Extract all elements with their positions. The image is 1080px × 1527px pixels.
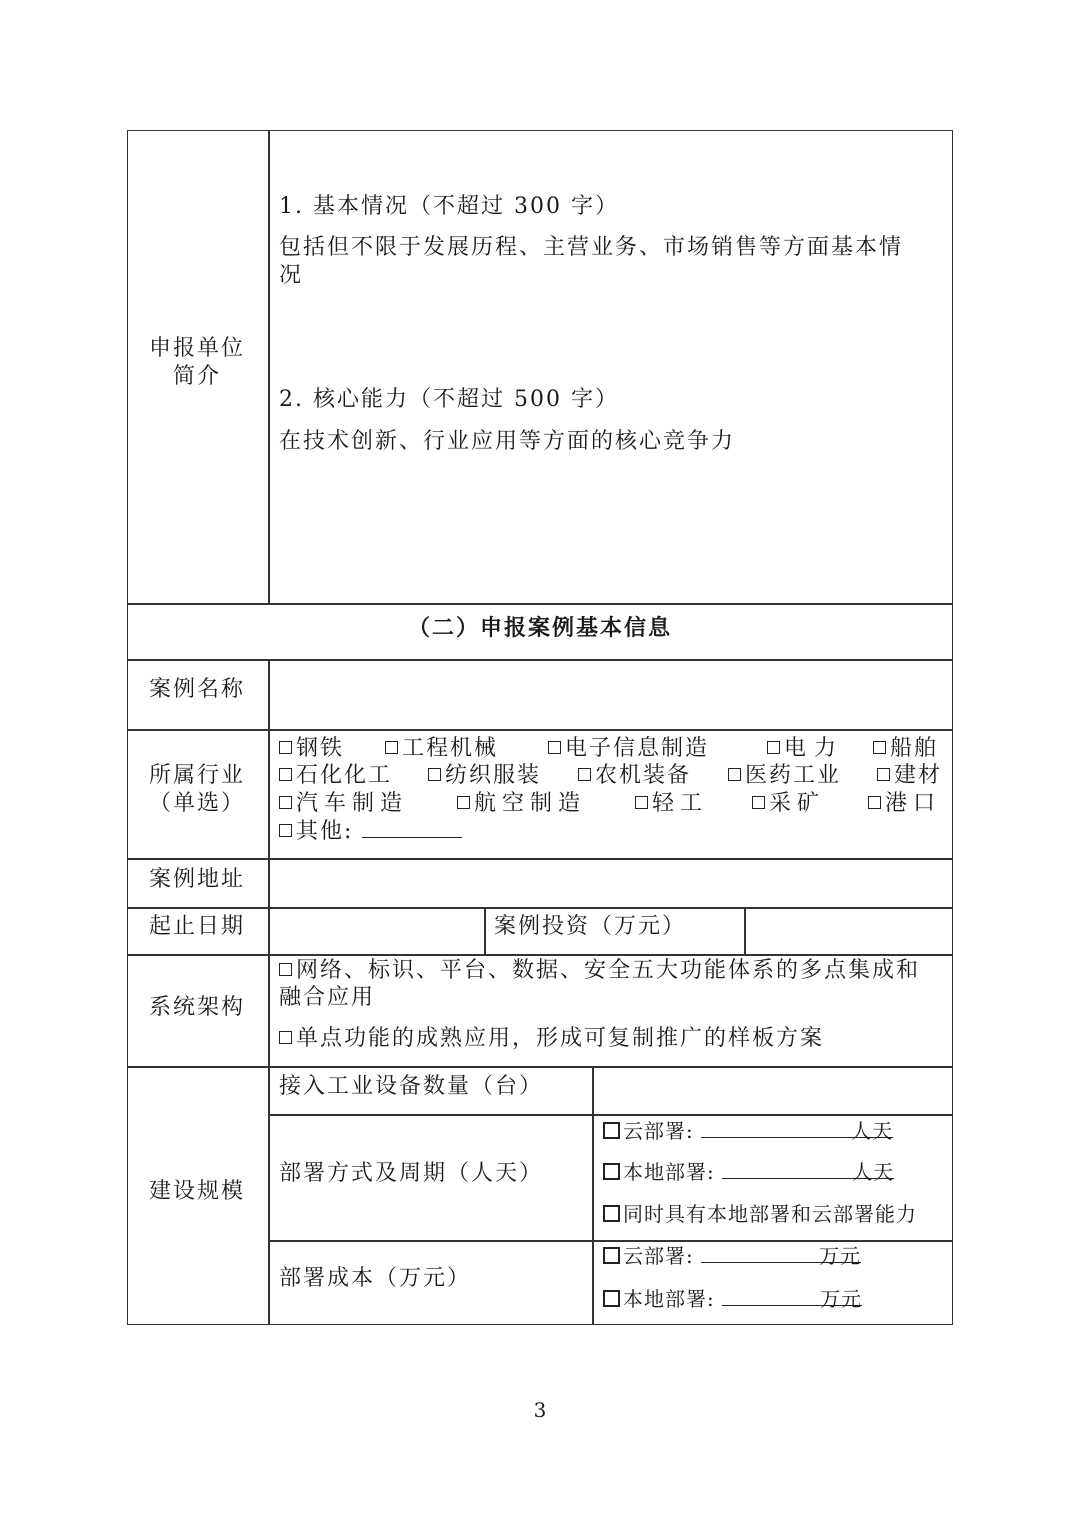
checkbox-icon: [279, 796, 292, 809]
core-ability-title: 2. 核心能力（不超过 500 字）: [279, 387, 619, 412]
industry-option-petrochemical[interactable]: 石化化工: [279, 762, 392, 790]
checkbox-icon: [877, 768, 890, 781]
industry-label-line1: 所属行业: [148, 763, 245, 788]
deploy-cost-cloud[interactable]: 云部署: 万元: [603, 1242, 861, 1270]
deploy-period-local[interactable]: 本地部署: 人天: [603, 1158, 894, 1186]
architecture-option-single-point[interactable]: 单点功能的成熟应用，形成可复制推广的样板方案: [279, 1025, 824, 1053]
basic-info-desc-cont: 况: [279, 263, 304, 288]
checkbox-icon: [428, 768, 441, 781]
basic-info-desc: 包括但不限于发展历程、主营业务、市场销售等方面基本情: [279, 235, 904, 260]
case-address-label: 案例地址: [148, 867, 245, 892]
industry-label: [127, 762, 267, 818]
section-title: （二）申报案例基本信息: [407, 615, 672, 641]
industry-option-aviation[interactable]: 航空制造: [457, 790, 586, 818]
industry-option-textile[interactable]: 纺织服装: [428, 762, 541, 790]
checkbox-icon: [873, 741, 886, 754]
checkbox-icon: [279, 741, 292, 754]
architecture-option-integrated[interactable]: 网络、标识、平台、数据、安全五大功能体系的多点集成和: [279, 957, 920, 985]
industry-label-line2: （单选）: [148, 791, 245, 816]
checkbox-icon: [385, 741, 398, 754]
dates-label: 起止日期: [148, 914, 245, 939]
page-number: 3: [533, 1398, 547, 1422]
checkbox-icon: [279, 963, 292, 976]
investment-field[interactable]: [746, 909, 952, 953]
case-address-field[interactable]: [270, 860, 952, 906]
local-cost-input[interactable]: 万元: [722, 1285, 862, 1306]
devices-label: 接入工业设备数量（台）: [279, 1074, 544, 1099]
checkbox-icon: [752, 796, 765, 809]
deploy-cost-label: 部署成本（万元）: [279, 1266, 472, 1291]
industry-option-mining[interactable]: 采矿: [752, 790, 825, 818]
cloud-days-input[interactable]: 人天: [701, 1117, 893, 1138]
industry-option-building-materials[interactable]: 建材: [877, 762, 942, 790]
table-divider: [127, 729, 953, 731]
industry-option-electronics[interactable]: 电子信息制造: [548, 735, 709, 763]
industry-option-other[interactable]: 其他:: [279, 817, 462, 846]
deploy-period-cloud[interactable]: 云部署: 人天: [603, 1117, 893, 1145]
checkbox-icon: [603, 1290, 620, 1307]
other-industry-input[interactable]: [362, 817, 462, 838]
basic-info-title: 1. 基本情况（不超过 300 字）: [279, 194, 619, 219]
checkbox-icon: [603, 1205, 620, 1222]
dates-field[interactable]: [270, 909, 483, 953]
industry-option-machinery[interactable]: 工程机械: [385, 735, 498, 763]
industry-option-pharma[interactable]: 医药工业: [728, 762, 841, 790]
architecture-option-integrated-cont: 融合应用: [279, 985, 376, 1010]
deploy-cost-local[interactable]: 本地部署: 万元: [603, 1285, 862, 1313]
devices-field[interactable]: [594, 1068, 952, 1113]
checkbox-icon: [728, 768, 741, 781]
checkbox-icon: [868, 796, 881, 809]
checkbox-icon: [457, 796, 470, 809]
intro-label-line2: 简介: [172, 364, 221, 389]
checkbox-icon: [635, 796, 648, 809]
checkbox-icon: [578, 768, 591, 781]
industry-option-agri-machinery[interactable]: 农机装备: [578, 762, 691, 790]
industry-option-steel[interactable]: 钢铁: [279, 735, 344, 763]
investment-label: 案例投资（万元）: [494, 914, 687, 939]
table-divider: [268, 130, 270, 604]
table-divider: [268, 659, 270, 1325]
checkbox-icon: [548, 741, 561, 754]
table-divider: [484, 907, 486, 955]
industry-option-shipbuilding[interactable]: 船舶: [873, 735, 938, 763]
table-divider: [127, 603, 953, 605]
checkbox-icon: [767, 741, 780, 754]
local-days-input[interactable]: 人天: [722, 1158, 894, 1179]
industry-option-port[interactable]: 港口: [868, 790, 941, 818]
architecture-label: 系统架构: [148, 995, 245, 1020]
checkbox-icon: [279, 824, 292, 837]
intro-label-line1: 申报单位: [148, 336, 245, 361]
deploy-period-both[interactable]: 同时具有本地部署和云部署能力: [603, 1200, 917, 1228]
intro-label: [127, 335, 267, 391]
table-divider: [127, 954, 953, 956]
checkbox-icon: [603, 1247, 620, 1264]
checkbox-icon: [603, 1122, 620, 1139]
core-ability-desc: 在技术创新、行业应用等方面的核心竞争力: [279, 429, 736, 454]
industry-option-automotive[interactable]: 汽车制造: [279, 790, 408, 818]
case-name-label: 案例名称: [148, 677, 245, 702]
case-name-field[interactable]: [270, 661, 952, 728]
scale-label: 建设规模: [148, 1179, 245, 1204]
industry-option-light-industry[interactable]: 轻工: [635, 790, 708, 818]
checkbox-icon: [279, 1031, 292, 1044]
industry-option-power[interactable]: 电力: [767, 735, 844, 763]
table-divider: [268, 1114, 953, 1116]
cloud-cost-input[interactable]: 万元: [701, 1242, 861, 1263]
checkbox-icon: [603, 1163, 620, 1180]
deploy-period-label: 部署方式及周期（人天）: [279, 1161, 544, 1186]
checkbox-icon: [279, 768, 292, 781]
